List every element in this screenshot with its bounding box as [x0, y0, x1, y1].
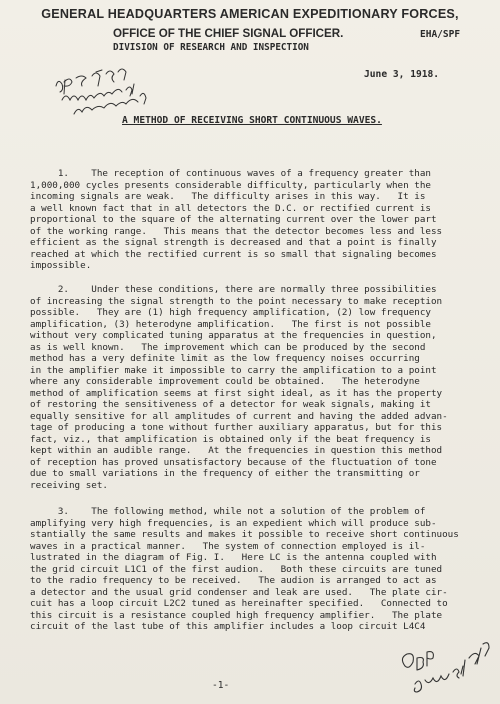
paragraph-1: 1. The reception of continuous waves of a frequency greater than 1,000,000 cycles presents considerable difficulty, particularly when the incoming signals are weak. The difficulty arises in this way. It is a well known fact that in all detectors the D.C. or rectified current is proportional to the square of the alternating current over the lower part of the working range. This means that the detector becomes less and less efficient as the signal strength is decreased and that a point is finally reached at which the rectified current is so small that signaling becomes impossible.	[30, 168, 443, 271]
header-line-1: GENERAL HEADQUARTERS AMERICAN EXPEDITIONARY FORCES,	[41, 7, 459, 21]
page-number: -1-	[212, 680, 230, 691]
document-date: June 3, 1918.	[364, 69, 440, 80]
handwritten-margin-note	[52, 60, 162, 120]
handwritten-signature	[395, 630, 495, 700]
header-line-3: DIVISION OF RESEARCH AND INSPECTION	[113, 42, 309, 53]
document-title: A METHOD OF RECEIVING SHORT CONTINUOUS WAVES.	[122, 115, 382, 126]
reference-code: EHA/SPF	[420, 29, 461, 40]
header-line-2: OFFICE OF THE CHIEF SIGNAL OFFICER.	[113, 27, 344, 40]
paragraph-2: 2. Under these conditions, there are normally three possibilities of increasing the signal strength to the point necessary to make reception possible. They are (1) high frequency amplification, (2) low frequency amplification, (3) heterodyne amplification. The first is not possible without very complicated tuning apparatus at the frequencies in question, as is well known. The improvement which can be produced by the second method has a very definite limit as the low frequency noises occurring in the amplifier make it impossible to carry the amplification to a point where any considerable improvement could be obtained. The heterodyne method of amplification seems at first sight ideal, as it has the property of restoring the sensitiveness of a detector for weak signals, making it equally sensitive for all amplitudes of current and having the added advan- tage of producing a tone without further auxiliary apparatus, but for this fact, viz., that amplification is obtained only if the beat frequency is kept within an audible range. At the frequencies in question this method of reception has proved unsatisfactory because of the fluctuation of tone due to small variations in the frequency of either the transmitting or receiving set.	[30, 284, 448, 491]
paragraph-3: 3. The following method, while not a solution of the problem of amplifying very high frequencies, is an expedient which will produce sub- stantially the same results and makes it possible to receive short continuous waves in a practical manner. The system of connection employed is il- lustrated in the diagram of Fig. I. Here LC is the antenna coupled with the grid circuit L1C1 of the first audion. Both these circuits are tuned to the radio frequency to be received. The audion is arranged to act as a detector and the usual grid condenser and leak are used. The plate cir- cuit has a loop circuit L2C2 tuned as hereinafter specified. Connected to this circuit is a resistance coupled high frequency amplifier. The plate circuit of the last tube of this amplifier includes a loop circuit L4C4	[30, 506, 459, 632]
